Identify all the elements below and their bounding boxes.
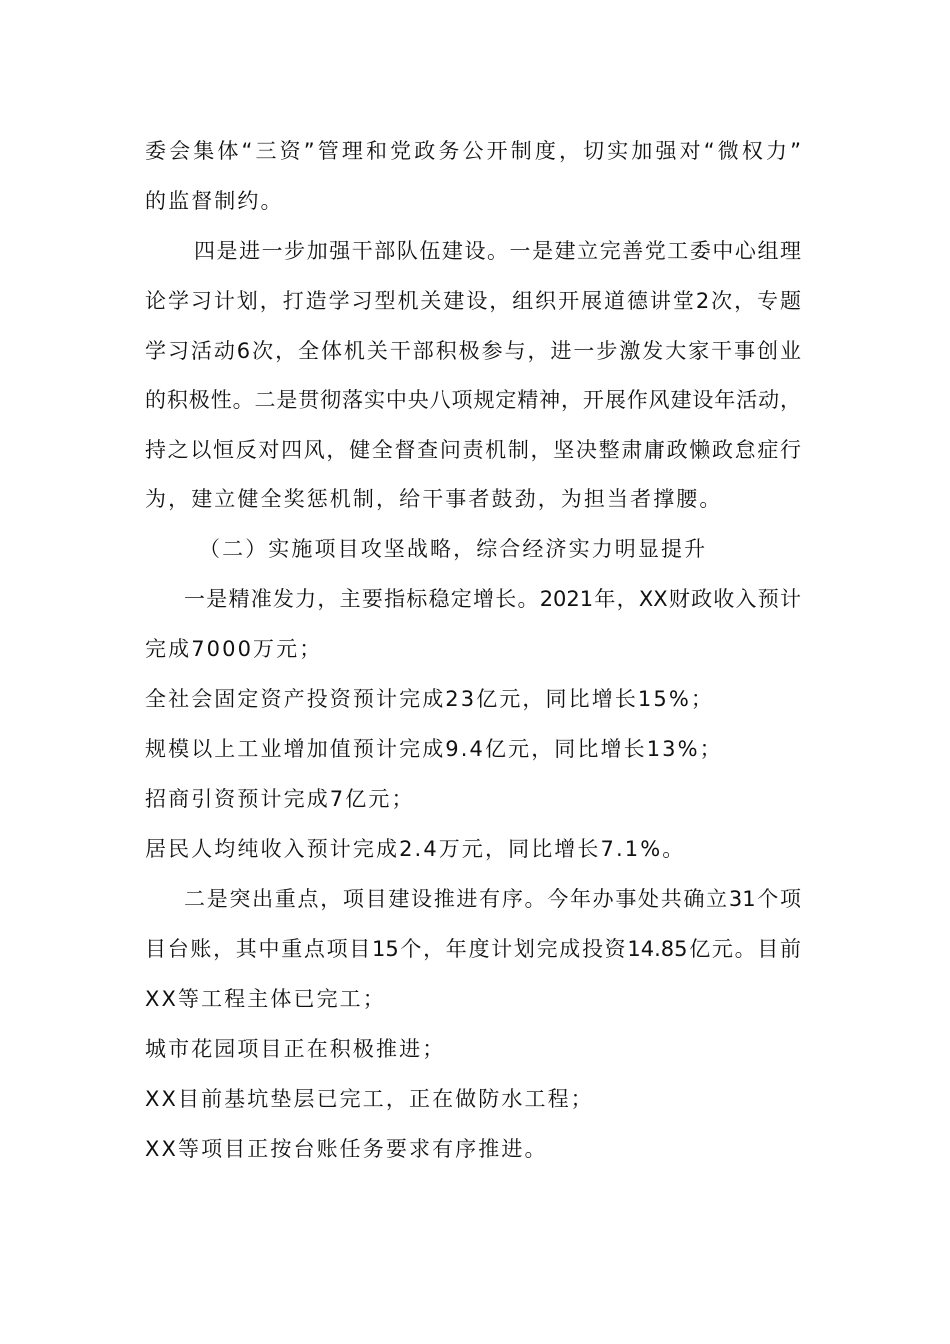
text-line: XX等工程主体已完工； [145, 987, 386, 1011]
section-heading: （二）实施项目攻坚战略，综合经济实力明显提升 [199, 537, 708, 561]
paragraph-heading-line: 二是突出重点，项目建设推进有序。今年办事处共确立31个项 [184, 887, 801, 911]
text-line: 的积极性。二是贯彻落实中央八项规定精神，开展作风建设年活动， [145, 388, 801, 412]
text-line: 的监督制约。 [145, 189, 284, 213]
text-line: 居民人均纯收入预计完成2.4万元，同比增长7.1%。 [145, 837, 686, 861]
text-line: 为，建立健全奖惩机制，给干事者鼓劲，为担当者撑腰。 [145, 487, 723, 511]
paragraph-heading-line: 一是精准发力，主要指标稳定增长。2021年，XX财政收入预计 [184, 587, 801, 611]
text-line: 论学习计划，打造学习型机关建设，组织开展道德讲堂2次，专题 [145, 289, 801, 313]
text-line: 规模以上工业增加值预计完成9.4亿元，同比增长13%； [145, 737, 723, 761]
text-line: 委会集体“三资”管理和党政务公开制度，切实加强对“微权力” [145, 139, 801, 163]
text-line: XX等项目正按台账任务要求有序推进。 [145, 1137, 548, 1161]
text-line: 目台账，其中重点项目15个，年度计划完成投资14.85亿元。目前 [145, 937, 801, 961]
text-line: 全社会固定资产投资预计完成23亿元，同比增长15%； [145, 687, 714, 711]
text-line: 完成7000万元； [145, 637, 323, 661]
text-line: 招商引资预计完成7亿元； [145, 787, 415, 811]
text-line: 城市花园项目正在积极推进； [145, 1037, 446, 1061]
text-line: 持之以恒反对四风，健全督查问责机制，坚决整肃庸政懒政怠症行 [145, 438, 801, 462]
text-line: 学习活动6次，全体机关干部积极参与，进一步激发大家干事创业 [145, 339, 801, 363]
paragraph-heading-line: 四是进一步加强干部队伍建设。一是建立完善党工委中心组理 [194, 239, 801, 263]
text-line: XX目前基坑垫层已完工，正在做防水工程； [145, 1087, 594, 1111]
